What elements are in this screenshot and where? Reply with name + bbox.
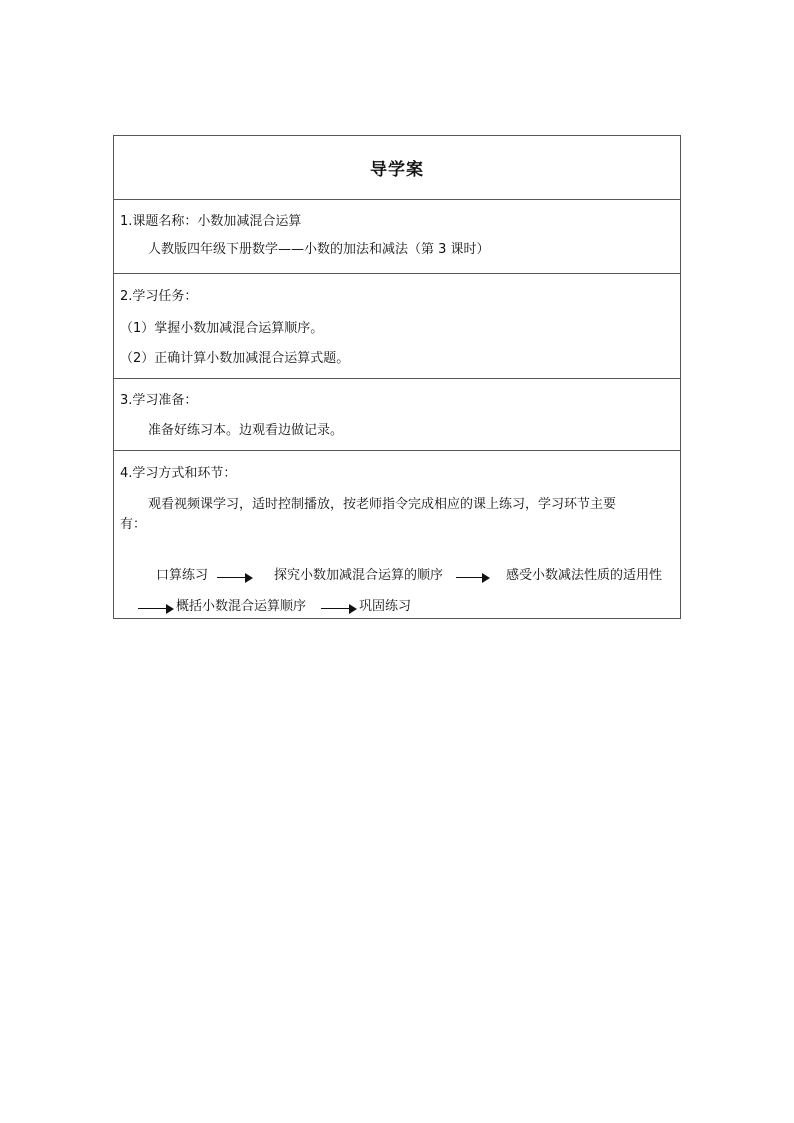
title-row	[114, 136, 680, 199]
method-intro-line-2: 有：	[120, 517, 147, 532]
step-oral-calculation: 口算练习	[156, 568, 209, 583]
method-heading: 4.学习方式和环节：	[120, 466, 237, 481]
section-method	[114, 450, 680, 618]
step-explore-order: 探究小数加减混合运算的顺序	[274, 568, 444, 583]
arrow-right-icon	[321, 604, 357, 614]
method-intro-line-1: 观看视频课学习，适时控制播放，按老师指令完成相应的课上练习，学习环节主要	[148, 497, 617, 512]
section-topic	[114, 199, 680, 273]
preparation-heading: 3.学习准备：	[120, 393, 198, 408]
topic-subtitle: 人教版四年级下册数学——小数的加法和减法（第 3 课时）	[148, 242, 490, 257]
topic-heading: 1.课题名称：小数加减混合运算	[120, 214, 302, 229]
preparation-text: 准备好练习本。边观看边做记录。	[148, 423, 344, 438]
task-item-1: （1）掌握小数加减混合运算顺序。	[120, 321, 324, 336]
section-tasks	[114, 273, 680, 378]
step-consolidation: 巩固练习	[359, 599, 412, 614]
study-guide-table	[113, 135, 681, 619]
task-item-2: （2）正确计算小数加减混合运算式题。	[120, 351, 350, 366]
page-title: 导学案	[370, 160, 424, 180]
arrow-right-icon	[138, 604, 174, 614]
step-summarize-order: 概括小数混合运算顺序	[176, 599, 307, 614]
section-preparation	[114, 378, 680, 450]
arrow-right-icon	[456, 573, 490, 583]
arrow-right-icon	[217, 573, 253, 583]
tasks-heading: 2.学习任务：	[120, 289, 198, 304]
step-subtraction-property: 感受小数减法性质的适用性	[506, 568, 663, 583]
